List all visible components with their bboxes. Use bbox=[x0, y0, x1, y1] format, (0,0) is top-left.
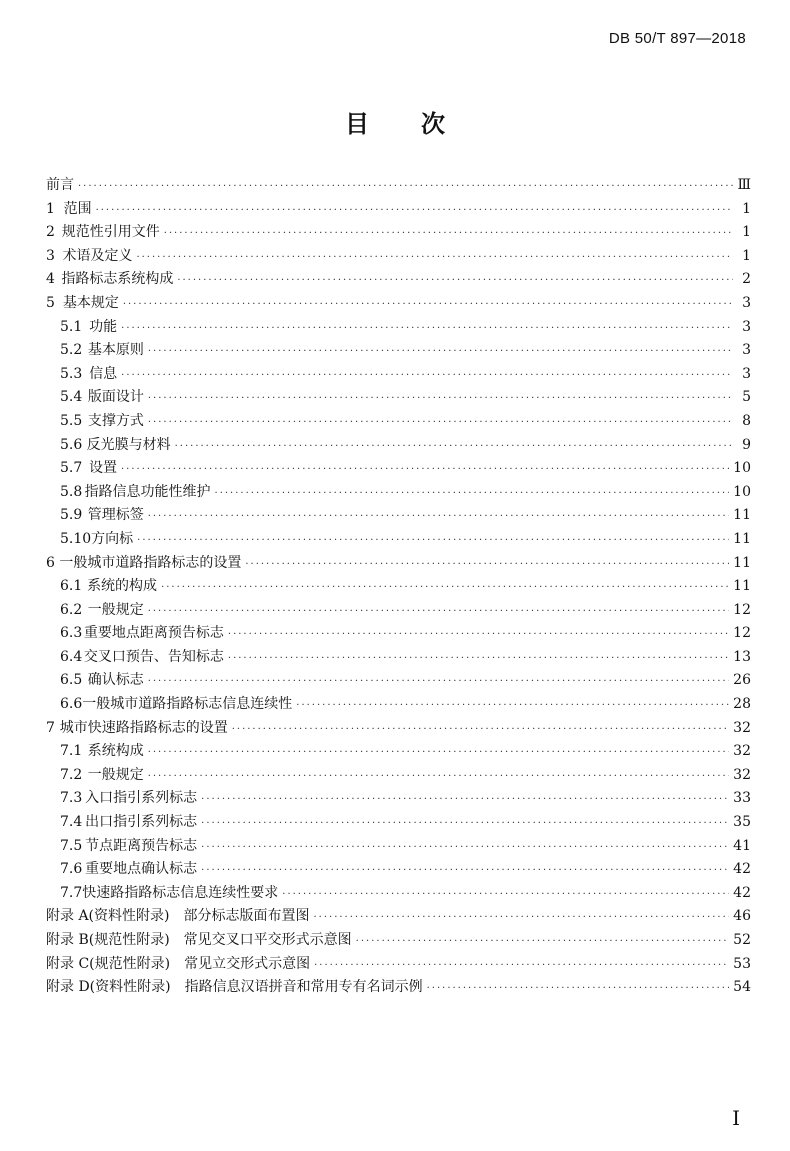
toc-entry-number: 5.8 bbox=[60, 483, 83, 500]
toc-entry-label: 术语及定义 bbox=[62, 247, 133, 264]
toc-entry-label: 支撑方式 bbox=[87, 412, 144, 429]
toc-entry-page: 42 bbox=[733, 861, 751, 878]
toc-entry[interactable] bbox=[46, 622, 751, 646]
toc-entry-page: 35 bbox=[733, 814, 751, 831]
dot-leader bbox=[136, 252, 733, 263]
toc-entry-page: 1 bbox=[742, 224, 751, 241]
toc-entry[interactable] bbox=[46, 245, 751, 269]
toc-entry[interactable] bbox=[46, 481, 751, 505]
toc-entry-label: 指路信息功能性维护 bbox=[84, 483, 211, 500]
toc-entry-label: 出口指引系列标志 bbox=[85, 814, 198, 831]
toc-entry-page: 3 bbox=[742, 365, 751, 382]
toc-entry[interactable] bbox=[46, 976, 751, 1000]
dot-leader bbox=[296, 700, 729, 711]
toc-entry-label: 一般规定 bbox=[87, 601, 144, 618]
dot-leader bbox=[177, 275, 733, 286]
toc-entry-label: 信息 bbox=[89, 365, 118, 382]
toc-entry-number: 6.3 bbox=[60, 625, 83, 642]
toc-entry-page: 3 bbox=[742, 342, 751, 359]
toc-entry-number: 5.5 bbox=[60, 412, 83, 429]
title-char-1: 目 bbox=[345, 110, 369, 138]
toc-entry-number: 3 bbox=[46, 247, 55, 264]
toc-entry-page: 28 bbox=[733, 696, 751, 713]
toc-entry-page: 8 bbox=[742, 412, 751, 429]
toc-entry-page: 11 bbox=[733, 530, 751, 547]
toc-entry[interactable] bbox=[46, 363, 751, 387]
dot-leader bbox=[148, 346, 733, 357]
toc-entry-page: 32 bbox=[733, 743, 751, 760]
toc-entry-page: 3 bbox=[742, 294, 751, 311]
dot-leader bbox=[201, 842, 729, 853]
toc-entry-label: 城市快速路指路标志的设置 bbox=[59, 719, 228, 736]
toc-entry-page: 54 bbox=[733, 979, 751, 996]
toc-entry-label: 系统构成 bbox=[87, 743, 144, 760]
dot-leader bbox=[137, 535, 729, 546]
dot-leader bbox=[78, 181, 733, 192]
toc-entry-number: 6.4 bbox=[60, 648, 83, 665]
toc-entry-number: 6.5 bbox=[60, 672, 83, 689]
toc-entry[interactable] bbox=[46, 316, 751, 340]
toc-entry-label: 指路标志系统构成 bbox=[61, 271, 174, 288]
toc-entry-page: 9 bbox=[742, 436, 751, 453]
toc-entry-number: 7.1 bbox=[60, 743, 83, 760]
toc-entry-number: 7.2 bbox=[60, 766, 83, 783]
toc-entry[interactable] bbox=[46, 457, 751, 481]
dot-leader bbox=[96, 205, 733, 216]
toc-entry-page: 53 bbox=[733, 955, 751, 972]
toc-entry-label: 交叉口预告、告知标志 bbox=[83, 648, 224, 665]
toc-entry-number: 7.6 bbox=[60, 861, 83, 878]
toc-entry-page: 1 bbox=[742, 247, 751, 264]
dot-leader bbox=[228, 629, 729, 640]
toc-entry[interactable] bbox=[46, 504, 751, 528]
document-id: DB 50/T 897—2018 bbox=[608, 30, 746, 47]
toc-entry-label: 范围 bbox=[63, 200, 92, 217]
toc-entry-number: 2 bbox=[46, 224, 55, 241]
toc-entry-label: 基本原则 bbox=[87, 342, 144, 359]
toc-entry-label: 节点距离预告标志 bbox=[85, 837, 198, 854]
dot-leader bbox=[175, 441, 733, 452]
dot-leader bbox=[164, 228, 733, 239]
dot-leader bbox=[148, 511, 729, 522]
toc-entry-page: 11 bbox=[733, 507, 751, 524]
toc-entry-number: 7.5 bbox=[60, 837, 83, 854]
toc-entry[interactable] bbox=[46, 740, 751, 764]
page-number: I bbox=[732, 1106, 740, 1130]
toc-entry-number: 4 bbox=[46, 271, 55, 288]
dot-leader bbox=[201, 865, 729, 876]
toc-entry[interactable] bbox=[46, 811, 751, 835]
toc-entry-number: 5.7 bbox=[60, 460, 83, 477]
toc-entry-number: 7.7 bbox=[60, 884, 83, 901]
toc-entry[interactable] bbox=[46, 198, 751, 222]
toc-entry-label: 规范性引用文件 bbox=[61, 224, 160, 241]
dot-leader bbox=[121, 464, 729, 475]
toc-entry-page: 12 bbox=[733, 625, 751, 642]
toc-entry-label: 设置 bbox=[88, 460, 117, 477]
toc-entry[interactable] bbox=[46, 905, 751, 929]
toc-entry[interactable] bbox=[46, 434, 751, 458]
toc-entry-label: 版面设计 bbox=[87, 389, 144, 406]
toc-entry-page: 32 bbox=[733, 719, 751, 736]
dot-leader bbox=[121, 323, 733, 334]
toc-entry-label: 基本规定 bbox=[62, 294, 119, 311]
toc-entry-label: 附录 D(资料性附录) 指路信息汉语拼音和常用专有名词示例 bbox=[46, 979, 423, 996]
toc-entry-page: 42 bbox=[733, 884, 751, 901]
toc-entry[interactable] bbox=[46, 787, 751, 811]
toc-entry-page: 11 bbox=[733, 578, 751, 595]
toc-entry[interactable] bbox=[46, 858, 751, 882]
toc-entry-page: 1 bbox=[742, 200, 751, 217]
toc-entry-number: 5.9 bbox=[60, 507, 83, 524]
toc-entry-number: 6.1 bbox=[60, 578, 83, 595]
toc-entry-label: 确认标志 bbox=[87, 672, 144, 689]
dot-leader bbox=[215, 488, 730, 499]
toc-entry-label: 入口指引系列标志 bbox=[85, 790, 198, 807]
toc-entry-page: 46 bbox=[733, 908, 751, 925]
dot-leader bbox=[123, 299, 733, 310]
toc-entry[interactable] bbox=[46, 386, 751, 410]
toc-entry[interactable] bbox=[46, 646, 751, 670]
dot-leader bbox=[148, 771, 729, 782]
toc-entry-label: 快速路指路标志信息连续性要求 bbox=[82, 884, 279, 901]
toc-entry-page: 33 bbox=[733, 790, 751, 807]
toc-entry-label: 附录 C(规范性附录) 常见立交形式示意图 bbox=[46, 955, 311, 972]
toc-entry[interactable] bbox=[46, 174, 751, 198]
toc-entry-label: 一般城市道路指路标志的设置 bbox=[59, 554, 242, 571]
toc-entry-page: 5 bbox=[742, 389, 751, 406]
toc-entry[interactable] bbox=[46, 528, 751, 552]
dot-leader bbox=[201, 818, 729, 829]
toc-entry-label: 管理标签 bbox=[87, 507, 144, 524]
toc-entry[interactable] bbox=[46, 575, 751, 599]
toc-entry[interactable] bbox=[46, 268, 751, 292]
toc-entry[interactable] bbox=[46, 693, 751, 717]
dot-leader bbox=[148, 393, 733, 404]
toc-entry-page: 3 bbox=[742, 318, 751, 335]
dot-leader bbox=[148, 417, 733, 428]
dot-leader bbox=[313, 912, 729, 923]
toc-entry-label: 附录 B(规范性附录) 常见交叉口平交形式示意图 bbox=[46, 932, 352, 948]
dot-leader bbox=[228, 653, 729, 664]
toc-entry-page: 10 bbox=[733, 483, 751, 500]
toc-entry-number: 1 bbox=[46, 200, 55, 217]
dot-leader bbox=[282, 889, 729, 900]
dot-leader bbox=[161, 582, 729, 593]
toc-entry[interactable] bbox=[46, 410, 751, 434]
toc-entry[interactable] bbox=[46, 339, 751, 363]
toc-entry[interactable] bbox=[46, 292, 751, 316]
toc-entry-label: 一般规定 bbox=[87, 766, 144, 783]
toc-entry-number: 5.3 bbox=[60, 365, 83, 382]
toc-entry-page: 2 bbox=[742, 271, 751, 288]
toc-entry-page: 52 bbox=[733, 932, 751, 948]
toc-entry-label: 附录 A(资料性附录) 部分标志版面布置图 bbox=[46, 908, 310, 925]
toc-entry-label: 功能 bbox=[89, 318, 118, 335]
toc-entry-number: 7.3 bbox=[60, 790, 83, 807]
toc-entry-label: 反光膜与材料 bbox=[86, 436, 171, 453]
toc-entry-page: 41 bbox=[733, 837, 751, 854]
toc-entry-number: 5 bbox=[46, 294, 55, 311]
dot-leader bbox=[148, 676, 729, 687]
title-char-2: 次 bbox=[421, 110, 445, 138]
toc-entry-number: 7 bbox=[46, 719, 55, 736]
toc-entry[interactable] bbox=[46, 882, 751, 906]
toc-entry-label: 重要地点距离预告标志 bbox=[83, 625, 224, 642]
toc-entry-page: 13 bbox=[733, 648, 751, 665]
toc-entry-label: 重要地点确认标志 bbox=[85, 861, 198, 878]
dot-leader bbox=[148, 747, 729, 758]
toc-entry[interactable] bbox=[46, 953, 751, 977]
dot-leader bbox=[356, 936, 730, 947]
dot-leader bbox=[201, 794, 729, 805]
table-of-contents bbox=[46, 174, 751, 1000]
toc-entry-number: 5.2 bbox=[60, 342, 83, 359]
toc-entry-page: 26 bbox=[733, 672, 751, 689]
toc-entry-number: 6 bbox=[46, 554, 55, 571]
toc-entry[interactable] bbox=[46, 929, 751, 953]
toc-entry-label: 系统的构成 bbox=[87, 578, 158, 595]
toc-entry-number: 6.2 bbox=[60, 601, 83, 618]
toc-entry-number: 5.10 bbox=[60, 530, 92, 547]
toc-entry[interactable] bbox=[46, 764, 751, 788]
toc-entry-page: Ⅲ bbox=[737, 177, 751, 193]
toc-entry[interactable] bbox=[46, 552, 751, 576]
toc-entry-number: 6.6 bbox=[60, 696, 83, 713]
toc-entry-label: 一般城市道路指路标志信息连续性 bbox=[82, 696, 293, 713]
toc-entry-label: 前言 bbox=[46, 177, 74, 193]
toc-entry-page: 11 bbox=[733, 554, 751, 571]
toc-entry-number: 5.4 bbox=[60, 389, 83, 406]
toc-entry-page: 12 bbox=[733, 601, 751, 618]
dot-leader bbox=[427, 983, 730, 994]
toc-entry-number: 5.6 bbox=[60, 436, 83, 453]
toc-entry-page: 10 bbox=[733, 460, 751, 477]
dot-leader bbox=[148, 606, 729, 617]
toc-entry[interactable] bbox=[46, 221, 751, 245]
toc-entry[interactable] bbox=[46, 835, 751, 859]
dot-leader bbox=[232, 724, 729, 735]
dot-leader bbox=[314, 960, 729, 971]
dot-leader bbox=[121, 370, 733, 381]
toc-entry-label: 方向标 bbox=[91, 530, 134, 547]
toc-entry-number: 5.1 bbox=[60, 318, 83, 335]
toc-entry[interactable] bbox=[46, 599, 751, 623]
page-title bbox=[0, 104, 790, 139]
toc-entry[interactable] bbox=[46, 717, 751, 741]
dot-leader bbox=[245, 559, 729, 570]
toc-entry-page: 32 bbox=[733, 766, 751, 783]
toc-entry[interactable] bbox=[46, 669, 751, 693]
toc-entry-number: 7.4 bbox=[60, 814, 83, 831]
